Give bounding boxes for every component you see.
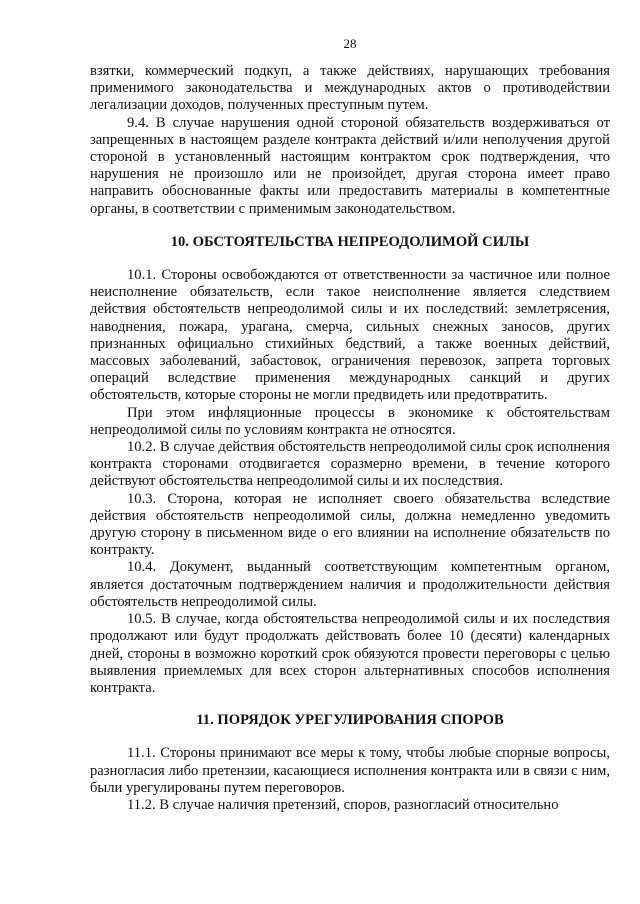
paragraph-continuation: взятки, коммерческий подкуп, а также действиях, нарушающих требования применимого законодательства и международных актов о противодействии легализации доходов, полученных преступным путем. [90, 63, 610, 114]
paragraph-11-2: 11.2. В случае наличия претензий, споров, разногласий относительно [127, 796, 559, 813]
paragraph-10-2: 10.2. В случае действия обстоятельств непреодолимой силы срок исполнения контракта сторонами отодвигается соразмерно времени, в течение которого действуют обстоятельства непреодолимой силы и их последствия. [90, 439, 610, 490]
paragraph-10-1: 10.1. Стороны освобождаются от ответственности за частичное или полное неисполнение обязательств, если такое неисполнение является следствием действия обстоятельств непреодолимой силы и их последствий: землетрясения, наводнения, пожара, урагана, смерча, сильных снежных заносов, других признанных официально стихийных бедствий, а также военных действий, массовых заболеваний, забастовок, ограничения перевозок, запрета торговых операций вследствие применения международных санкций и других обстоятельств, которые стороны не могли предвидеть или предотвратить. [90, 267, 610, 404]
paragraph-10-4: 10.4. Документ, выданный соответствующим компетентным органом, является достаточным подтверждением наличия и продолжительности действия обстоятельств непреодолимой силы. [90, 559, 610, 610]
paragraph-10-3: 10.3. Сторона, которая не исполняет своего обязательства вследствие действия обстоятельств непреодолимой силы, должна немедленно уведомить другую сторону в письменном виде о его влиянии на исполнение обязательств по контракту. [90, 490, 610, 559]
section-11-heading: 11. ПОРЯДОК УРЕГУЛИРОВАНИЯ СПОРОВ [196, 712, 504, 729]
paragraph-9-4: 9.4. В случае нарушения одной стороной обязательств воздерживаться от запрещенных в настоящем разделе контракта действий и/или неполучения другой стороной в установленный настоящим контрактом срок подтверждения, что нарушения не произошло или не произойдет, другая сторона имеет право направить обоснованные факты или предоставить материалы в компетентные органы, в соответствии с применимым законодательством. [90, 114, 610, 217]
section-10-heading: 10. ОБСТОЯТЕЛЬСТВА НЕПРЕОДОЛИМОЙ СИЛЫ [170, 233, 530, 250]
paragraph-10-5: 10.5. В случае, когда обстоятельства непреодолимой силы и их последствия продолжают или будут продолжать действовать более 10 (десяти) календарных дней, стороны в возможно короткий срок обязуются провести переговоры с целью выявления приемлемых для всех сторон альтернативных способов исполнения контракта. [90, 611, 610, 696]
paragraph-10-1-note: При этом инфляционные процессы в экономике к обстоятельствам непреодолимой силы по условиям контракта не относятся. [90, 404, 610, 438]
document-body [90, 63, 610, 814]
page-number: 28 [343, 36, 357, 51]
paragraph-11-1: 11.1. Стороны принимают все меры к тому, чтобы любые спорные вопросы, разногласия либо претензии, касающиеся исполнения контракта или в связи с ним, были урегулированы путем переговоров. [90, 745, 610, 796]
